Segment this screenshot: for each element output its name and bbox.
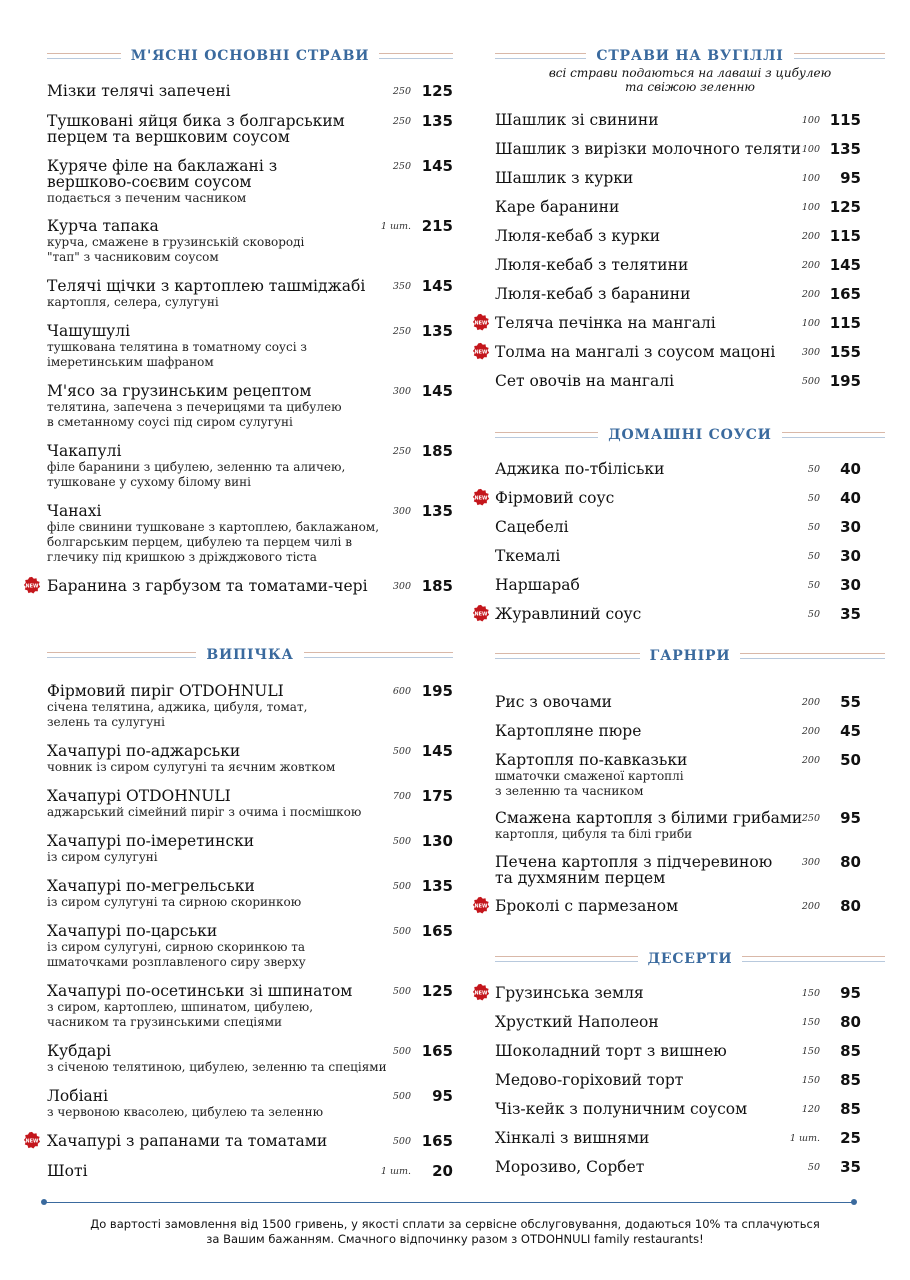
item-price: 115	[829, 227, 861, 245]
item-name: Шашлик зі свинини	[495, 111, 659, 129]
item-name: Фірмовий пиріг OTDOHNULI	[47, 682, 284, 700]
svg-text:NEW: NEW	[474, 611, 488, 618]
item-name: Мізки телячі запечені	[47, 82, 231, 100]
item-name: Люля-кебаб з телятини	[495, 256, 689, 274]
divider	[740, 653, 885, 659]
item-description-line2: болгарським перцем, цибулею та перцем чилі в	[47, 535, 352, 549]
item-price: 95	[840, 809, 861, 827]
item-name: Смажена картопля з білими грибами	[495, 809, 803, 827]
item-description-line2: в сметанному соусі під сиром сулугуні	[47, 415, 293, 429]
item-weight: 100	[801, 202, 820, 213]
item-weight: 1 шт.	[380, 221, 411, 232]
item-name: Чіз-кейк з полуничним соусом	[495, 1100, 748, 1118]
item-weight: 300	[801, 857, 820, 868]
divider	[742, 956, 885, 962]
menu-item	[474, 897, 885, 915]
item-weight: 250	[392, 161, 411, 172]
item-price: 195	[829, 372, 861, 390]
item-weight: 700	[392, 791, 411, 802]
item-name: Куряче філе на баклажані з	[47, 157, 278, 175]
item-price: 145	[421, 277, 453, 295]
footer-dot	[851, 1199, 857, 1205]
item-name: Курча тапака	[47, 217, 159, 235]
new-badge-icon	[472, 983, 490, 1001]
item-price: 135	[421, 877, 453, 895]
menu-item	[47, 788, 453, 820]
menu-item	[47, 218, 453, 265]
item-weight: 500	[392, 1091, 411, 1102]
menu-item	[474, 343, 885, 361]
item-name: Хачапурі OTDOHNULI	[47, 787, 231, 805]
item-weight: 1 шт.	[789, 1133, 820, 1144]
item-price: 145	[421, 382, 453, 400]
new-badge-icon	[472, 488, 490, 506]
item-price: 95	[840, 169, 861, 187]
divider	[304, 652, 453, 658]
item-description: із сиром сулугуні, сирною скоринкою та	[47, 940, 306, 954]
item-price: 40	[840, 489, 861, 507]
menu-item	[495, 228, 885, 244]
item-weight: 100	[801, 115, 820, 126]
item-price: 155	[829, 343, 861, 361]
section-header-sides	[495, 648, 885, 664]
item-name: Наршараб	[495, 576, 580, 594]
item-price: 30	[840, 576, 861, 594]
item-price: 135	[421, 322, 453, 340]
item-description: з сиром, картоплею, шпинатом, цибулею,	[47, 1000, 314, 1014]
item-weight: 200	[801, 697, 820, 708]
item-name: Броколі с пармезаном	[495, 897, 679, 915]
item-name: Фірмовий соус	[495, 489, 615, 507]
item-name: Картопляне пюре	[495, 722, 642, 740]
item-price: 35	[840, 1158, 861, 1176]
item-weight: 500	[392, 746, 411, 757]
menu-item	[47, 983, 453, 1030]
svg-text:NEW: NEW	[474, 320, 488, 327]
item-weight: 150	[801, 1075, 820, 1086]
item-name: Хачапурі по-аджарськи	[47, 742, 241, 760]
item-price: 125	[421, 82, 453, 100]
item-description: з січеною телятиною, цибулею, зеленню та спеціями	[47, 1060, 387, 1074]
item-description-line2: тушковане у сухому білому вині	[47, 475, 251, 489]
item-name: Хінкалі з вишнями	[495, 1129, 650, 1147]
item-description: подається з печеним часником	[47, 191, 247, 205]
item-weight: 50	[807, 493, 820, 504]
divider	[379, 53, 453, 59]
item-price: 30	[840, 518, 861, 536]
item-weight: 200	[801, 901, 820, 912]
item-price: 25	[840, 1129, 861, 1147]
item-weight: 600	[392, 686, 411, 697]
divider	[495, 653, 640, 659]
item-weight: 50	[807, 609, 820, 620]
item-weight: 500	[392, 1136, 411, 1147]
item-name: Тушковані яйця бика з болгарським	[47, 112, 345, 130]
divider	[47, 652, 196, 658]
item-description: картопля, селера, сулугуні	[47, 295, 219, 309]
menu-item	[47, 323, 453, 370]
item-name: Теляча печінка на мангалі	[495, 314, 716, 332]
item-name: М'ясо за грузинським рецептом	[47, 382, 312, 400]
footer-divider	[43, 1202, 856, 1203]
item-price: 145	[421, 157, 453, 175]
item-price: 20	[432, 1162, 453, 1180]
item-price: 145	[829, 256, 861, 274]
svg-text:NEW: NEW	[474, 349, 488, 356]
section-header-grill	[495, 48, 885, 64]
item-weight: 50	[807, 464, 820, 475]
item-weight: 500	[392, 1046, 411, 1057]
item-description-line3: глечику під кришкою з дріжджового тіста	[47, 550, 317, 564]
divider	[794, 53, 885, 59]
menu-item	[495, 199, 885, 215]
item-name-line2: та духмяним перцем	[495, 869, 666, 887]
item-price: 85	[840, 1100, 861, 1118]
section-title: СТРАВИ НА ВУГІЛЛІ	[596, 48, 784, 64]
section-title: ВИПІЧКА	[206, 647, 294, 663]
item-name: Аджика по-тбіліськи	[495, 460, 665, 478]
new-badge-icon	[23, 576, 41, 594]
item-weight: 50	[807, 580, 820, 591]
new-badge-icon	[472, 896, 490, 914]
subtitle-line: та свіжою зеленню	[625, 80, 755, 94]
svg-text:NEW: NEW	[25, 1138, 39, 1145]
menu-item	[495, 1043, 885, 1059]
menu-item	[47, 1088, 453, 1120]
item-description: картопля, цибуля та білі гриби	[495, 827, 693, 841]
menu-item	[47, 158, 453, 206]
item-weight: 150	[801, 988, 820, 999]
menu-item	[495, 1014, 885, 1030]
footer-note	[60, 1217, 850, 1247]
menu-item	[495, 373, 885, 389]
divider	[495, 956, 638, 962]
item-name-line2: вершково-соєвим соусом	[47, 173, 252, 191]
menu-item	[47, 443, 453, 490]
menu-item	[495, 257, 885, 273]
item-name: Шашлик з вирізки молочного теляти	[495, 140, 801, 158]
menu-item	[47, 743, 453, 775]
new-badge-icon	[472, 604, 490, 622]
item-price: 30	[840, 547, 861, 565]
item-description: філе свинини тушковане з картоплею, баклажаном,	[47, 520, 380, 534]
item-description: курча, смажене в грузинській сковороді	[47, 235, 305, 249]
menu-item	[495, 723, 885, 739]
item-name: Лобіані	[47, 1087, 109, 1105]
item-name: Люля-кебаб з курки	[495, 227, 661, 245]
item-weight: 120	[801, 1104, 820, 1115]
item-weight: 300	[392, 386, 411, 397]
item-name: Толма на мангалі з соусом мацоні	[495, 343, 776, 361]
item-weight: 300	[392, 581, 411, 592]
item-price: 95	[432, 1087, 453, 1105]
item-name: Чашушулі	[47, 322, 131, 340]
item-name: Рис з овочами	[495, 693, 613, 711]
item-price: 85	[840, 1042, 861, 1060]
item-name: Картопля по-кавказьки	[495, 751, 688, 769]
item-weight: 500	[801, 376, 820, 387]
new-badge-icon	[472, 313, 490, 331]
menu-item	[474, 984, 885, 1002]
menu-item	[25, 1132, 453, 1150]
menu-item	[495, 519, 885, 535]
item-weight: 250	[392, 116, 411, 127]
item-price: 135	[421, 502, 453, 520]
item-weight: 200	[801, 260, 820, 271]
section-title: М'ЯСНІ ОСНОВНІ СТРАВИ	[130, 48, 370, 64]
item-weight: 250	[392, 86, 411, 97]
item-description: телятина, запечена з печерицями та цибулею	[47, 400, 342, 414]
item-weight: 300	[392, 506, 411, 517]
item-weight: 100	[801, 318, 820, 329]
item-weight: 500	[392, 986, 411, 997]
menu-item	[495, 577, 885, 593]
item-name: Медово-горіховий торт	[495, 1071, 684, 1089]
item-weight: 200	[801, 289, 820, 300]
menu-item	[495, 548, 885, 564]
divider	[495, 432, 598, 438]
item-price: 195	[421, 682, 453, 700]
item-name: Хрусткий Наполеон	[495, 1013, 659, 1031]
item-name: Хачапурі по-царськи	[47, 922, 218, 940]
item-price: 135	[829, 140, 861, 158]
menu-item	[474, 489, 885, 507]
item-price: 80	[840, 897, 861, 915]
item-name: Ткемалі	[495, 547, 561, 565]
item-name: Журавлиний соус	[495, 605, 642, 623]
item-description: аджарський сімейний пиріг з очима і посмішкою	[47, 805, 362, 819]
item-name: Сет овочів на мангалі	[495, 372, 675, 390]
item-price: 95	[840, 984, 861, 1002]
item-price: 55	[840, 693, 861, 711]
section-title: ДОМАШНІ СОУСИ	[608, 427, 772, 443]
footer-line: До вартості замовлення від 1500 гривень, у якості сплати за сервісне обслуговування, додаються 10% та сплачуються	[90, 1217, 820, 1231]
item-weight: 200	[801, 231, 820, 242]
item-name: Каре баранини	[495, 198, 620, 216]
item-weight: 50	[807, 551, 820, 562]
item-price: 165	[421, 1042, 453, 1060]
menu-item	[495, 1159, 885, 1175]
item-price: 50	[840, 751, 861, 769]
menu-item	[474, 314, 885, 332]
item-description: шматочки смаженої картоплі	[495, 769, 684, 783]
menu-item	[495, 170, 885, 186]
item-price: 175	[421, 787, 453, 805]
item-name: Морозиво, Сорбет	[495, 1158, 645, 1176]
item-name: Сацебелі	[495, 518, 569, 536]
item-name: Кубдарі	[47, 1042, 112, 1060]
item-name: Хачапурі по-мегрельськи	[47, 877, 255, 895]
menu-item	[495, 112, 885, 128]
item-name: Шашлик з курки	[495, 169, 634, 187]
item-weight: 1 шт.	[380, 1166, 411, 1177]
item-price: 215	[421, 217, 453, 235]
menu-item	[495, 810, 885, 842]
item-description-line2: імеретинським шафраном	[47, 355, 214, 369]
item-description: із сиром сулугуні	[47, 850, 158, 864]
item-name: Печена картопля з підчеревиною	[495, 853, 773, 871]
divider	[47, 53, 121, 59]
item-price: 130	[421, 832, 453, 850]
divider	[782, 432, 885, 438]
item-weight: 350	[392, 281, 411, 292]
menu-item	[47, 878, 453, 910]
item-price: 185	[421, 442, 453, 460]
section-title: ДЕСЕРТИ	[647, 951, 733, 967]
item-weight: 250	[392, 326, 411, 337]
item-description-line2: "тап" з часниковим соусом	[47, 250, 219, 264]
item-price: 115	[829, 314, 861, 332]
svg-text:NEW: NEW	[474, 990, 488, 997]
svg-text:NEW: NEW	[25, 583, 39, 590]
menu-item	[47, 503, 453, 565]
item-description: січена телятина, аджика, цибуля, томат,	[47, 700, 308, 714]
item-price: 145	[421, 742, 453, 760]
item-price: 80	[840, 1013, 861, 1031]
section-header-pastry	[47, 647, 453, 663]
menu-item	[47, 113, 453, 145]
item-weight: 500	[392, 881, 411, 892]
item-price: 135	[421, 112, 453, 130]
item-name: Хачапурі по-імеретински	[47, 832, 255, 850]
item-name: Шоколадний торт з вишнею	[495, 1042, 727, 1060]
item-price: 45	[840, 722, 861, 740]
item-weight: 50	[807, 522, 820, 533]
menu-item	[495, 752, 885, 799]
menu-item	[495, 461, 885, 477]
item-price: 85	[840, 1071, 861, 1089]
svg-text:NEW: NEW	[474, 495, 488, 502]
item-price: 125	[829, 198, 861, 216]
menu-item	[495, 854, 885, 886]
item-description-line2: з зеленню та часником	[495, 784, 644, 798]
item-name: Шоті	[47, 1162, 88, 1180]
section-header-desserts	[495, 951, 885, 967]
menu-item	[25, 577, 453, 595]
menu-item	[47, 1163, 453, 1179]
item-weight: 300	[801, 347, 820, 358]
item-weight: 150	[801, 1017, 820, 1028]
item-price: 165	[421, 922, 453, 940]
new-badge-icon	[472, 342, 490, 360]
subtitle-line: всі страви подаються на лаваші з цибулею	[548, 66, 832, 80]
item-price: 165	[421, 1132, 453, 1150]
item-price: 125	[421, 982, 453, 1000]
item-description: філе баранини з цибулею, зеленню та аличею,	[47, 460, 346, 474]
item-weight: 500	[392, 926, 411, 937]
item-name: Хачапурі по-осетинськи зі шпинатом	[47, 982, 353, 1000]
divider	[495, 53, 586, 59]
menu-item	[495, 1130, 885, 1146]
item-weight: 50	[807, 1162, 820, 1173]
item-name: Баранина з гарбузом та томатами-чері	[47, 577, 368, 595]
item-name: Хачапурі з рапанами та томатами	[47, 1132, 328, 1150]
menu-item	[47, 833, 453, 865]
menu-item	[47, 83, 453, 99]
menu-item	[47, 278, 453, 310]
menu-item	[495, 141, 885, 157]
item-price: 35	[840, 605, 861, 623]
item-weight: 100	[801, 173, 820, 184]
footer-line: за Вашим бажанням. Смачного відпочинку разом з OTDOHNULI family restaurants!	[206, 1232, 704, 1246]
item-name-line2: перцем та вершковим соусом	[47, 128, 290, 146]
menu-item	[47, 1043, 453, 1075]
item-weight: 150	[801, 1046, 820, 1057]
menu-item	[474, 605, 885, 623]
item-description: тушкована телятина в томатному соусі з	[47, 340, 307, 354]
item-name: Люля-кебаб з баранини	[495, 285, 691, 303]
menu-item	[47, 383, 453, 430]
new-badge-icon	[23, 1131, 41, 1149]
menu-item	[495, 1101, 885, 1117]
item-weight: 250	[801, 813, 820, 824]
section-subtitle	[495, 66, 885, 94]
menu-item	[495, 1072, 885, 1088]
item-description: із сиром сулугуні та сирною скоринкою	[47, 895, 302, 909]
section-header-sauces	[495, 427, 885, 443]
item-description: човник із сиром сулугуні та яєчним жовтком	[47, 760, 336, 774]
item-weight: 250	[392, 446, 411, 457]
menu-item	[495, 694, 885, 710]
item-description-line2: часником та грузинськими спеціями	[47, 1015, 283, 1029]
item-price: 165	[829, 285, 861, 303]
item-price: 40	[840, 460, 861, 478]
footer-dot	[41, 1199, 47, 1205]
item-name: Чакапулі	[47, 442, 122, 460]
item-description-line2: зелень та сулугуні	[47, 715, 165, 729]
item-name: Чанахі	[47, 502, 102, 520]
item-weight: 500	[392, 836, 411, 847]
menu-item	[495, 286, 885, 302]
menu-item	[47, 683, 453, 730]
item-price: 115	[829, 111, 861, 129]
item-name: Грузинська земля	[495, 984, 644, 1002]
section-header-meat	[47, 48, 453, 64]
svg-text:NEW: NEW	[474, 903, 488, 910]
item-weight: 100	[801, 144, 820, 155]
item-weight: 200	[801, 755, 820, 766]
item-description: з червоною квасолею, цибулею та зеленню	[47, 1105, 324, 1119]
item-weight: 200	[801, 726, 820, 737]
item-description-line2: шматочками розплавленого сиру зверху	[47, 955, 306, 969]
item-price: 80	[840, 853, 861, 871]
section-title: ГАРНІРИ	[649, 648, 731, 664]
item-name: Телячі щічки з картоплею ташміджабі	[47, 277, 366, 295]
menu-item	[47, 923, 453, 970]
item-price: 185	[421, 577, 453, 595]
